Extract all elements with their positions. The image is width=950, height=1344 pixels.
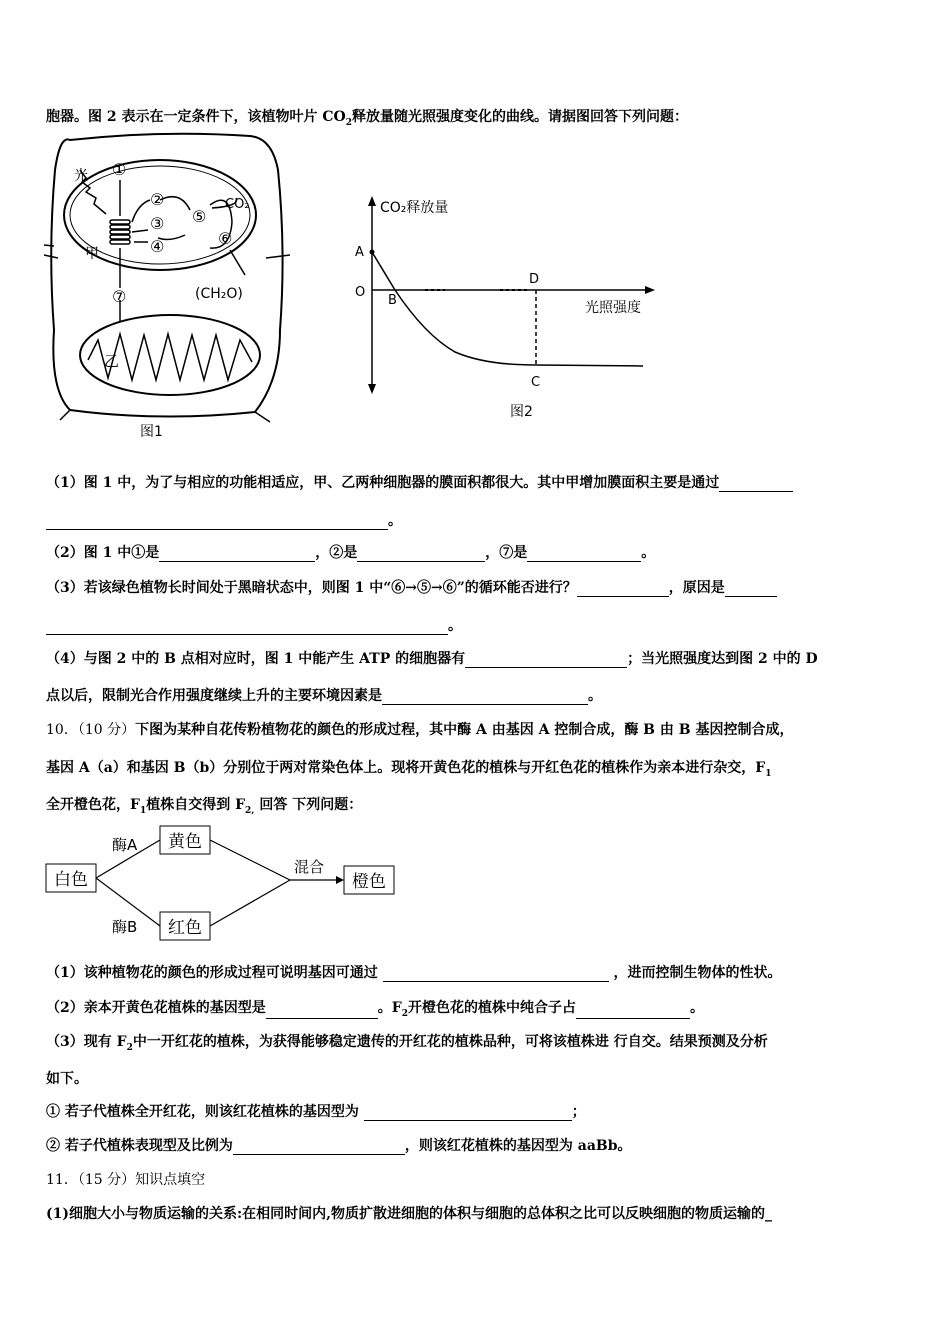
figure-1-cell-diagram xyxy=(40,130,300,450)
q9-sub1-cont: 。 xyxy=(46,510,402,530)
red-color-box: 红色 xyxy=(168,918,202,938)
q11-header: 11．（15 分）知识点填空 xyxy=(46,1172,206,1188)
enzyme-a-label: 酶A xyxy=(112,836,138,854)
point-b-label: B xyxy=(388,293,397,308)
label-1: ① xyxy=(112,160,127,179)
label-4: ④ xyxy=(150,237,165,256)
mix-label: 混合 xyxy=(294,858,325,876)
jia-label: 甲 xyxy=(85,246,99,262)
origin-label: O xyxy=(355,285,366,300)
q9-sub2: （2）图 1 中①是 ，②是 ，⑦是 。 xyxy=(46,545,656,561)
q10-sub1: （1）该种植物花的颜色的形成过程可说明基因可通过 ，进而控制生物体的性状。 xyxy=(46,965,782,981)
q11-line-1: (1)细胞大小与物质运输的关系:在相同时间内,物质扩散进细胞的体积与细胞的总体积之比可以反映细胞的物质运输的_ xyxy=(46,1206,773,1222)
yi-label: 乙 xyxy=(104,352,120,370)
intro-line: 胞器。图 2 表示在一定条件下，该植物叶片 $CO_2$释放量随光照强度变化的曲线。请据图回答下列问题： xyxy=(46,109,688,128)
q10-sub3: （3）现有 $F_2$中一开红花的植株，为获得能够稳定遗传的开红花的植株品种，可将该植株进 行自交。结果预测及分析 xyxy=(46,1034,768,1053)
label-2: ② xyxy=(150,190,165,209)
figure-2-caption: 图2 xyxy=(510,404,533,420)
co2-label: CO₂ xyxy=(225,197,250,212)
ch2o-label: (CH₂O) xyxy=(195,286,243,302)
q10-line-2: 基因 A（a）和基因 B（b）分别位于两对常染色体上。现将开黄色花的植株与开红色花的植株作为亲本进行杂交，$F_1$ xyxy=(46,760,772,779)
orange-color-box: 橙色 xyxy=(352,872,386,892)
figure-2-graph xyxy=(345,190,675,430)
x-axis-label: 光照强度 xyxy=(585,300,641,316)
q9-sub4-cont: 点以后，限制光合作用强度继续上升的主要环境因素是 。 xyxy=(46,688,602,704)
enzyme-b-label: 酶B xyxy=(112,918,138,936)
q10-line-3: 全开橙色花，$F_1$植株自交得到 $F_{2,}$ 回答 下列问题： xyxy=(46,797,363,816)
yellow-color-box: 黄色 xyxy=(168,832,202,852)
q10-sub3-cont: 如下。 xyxy=(46,1071,88,1087)
q9-sub1: （1）图 1 中，为了与相应的功能相适应，甲、乙两种细胞器的膜面积都很大。其中甲增加膜面积主要是通过 xyxy=(46,472,793,492)
point-a-dot xyxy=(370,250,375,255)
white-color-box: 白色 xyxy=(54,870,88,890)
point-a-label: A xyxy=(355,245,364,260)
figure-1-caption: 图1 xyxy=(140,424,163,440)
q10-outcome-1: ① 若子代植株全开红花，则该红花植株的基因型为 ； xyxy=(46,1104,586,1120)
light-label: 光 xyxy=(74,168,88,184)
q10-outcome-2: ② 若子代植株表现型及比例为 ，则该红花植株的基因型为 aaBb。 xyxy=(46,1138,632,1154)
point-c-label: C xyxy=(531,375,541,390)
label-6: ⑥ xyxy=(218,229,233,248)
flower-color-pathway-diagram xyxy=(40,822,400,947)
q10-sub2: （2）亲本开黄色花植株的基因型是 。$F_2$开橙色花的植株中纯合子占 。 xyxy=(46,1000,704,1019)
y-axis-label: CO₂释放量 xyxy=(380,200,449,216)
label-3: ③ xyxy=(150,214,165,233)
q9-sub4: （4）与图 2 中的 B 点相对应时，图 1 中能产生 ATP 的细胞器有 ；当光照强度达到图 2 中的 D xyxy=(46,651,818,667)
q9-sub3: （3）若该绿色植物长时间处于黑暗状态中，则图 1 中“⑥→⑤→⑥”的循环能否进行？ ，原因是 xyxy=(46,577,777,597)
q10-line-1: 10．（10 分）下图为某种自花传粉植物花的颜色的形成过程，其中酶 A 由基因 A 控制合成，酶 B 由 B 基因控制合成， xyxy=(46,722,794,738)
label-5: ⑤ xyxy=(192,207,207,226)
label-7: ⑦ xyxy=(112,287,127,306)
q9-sub3-cont: 。 xyxy=(46,615,462,635)
point-d-label: D xyxy=(529,272,540,287)
